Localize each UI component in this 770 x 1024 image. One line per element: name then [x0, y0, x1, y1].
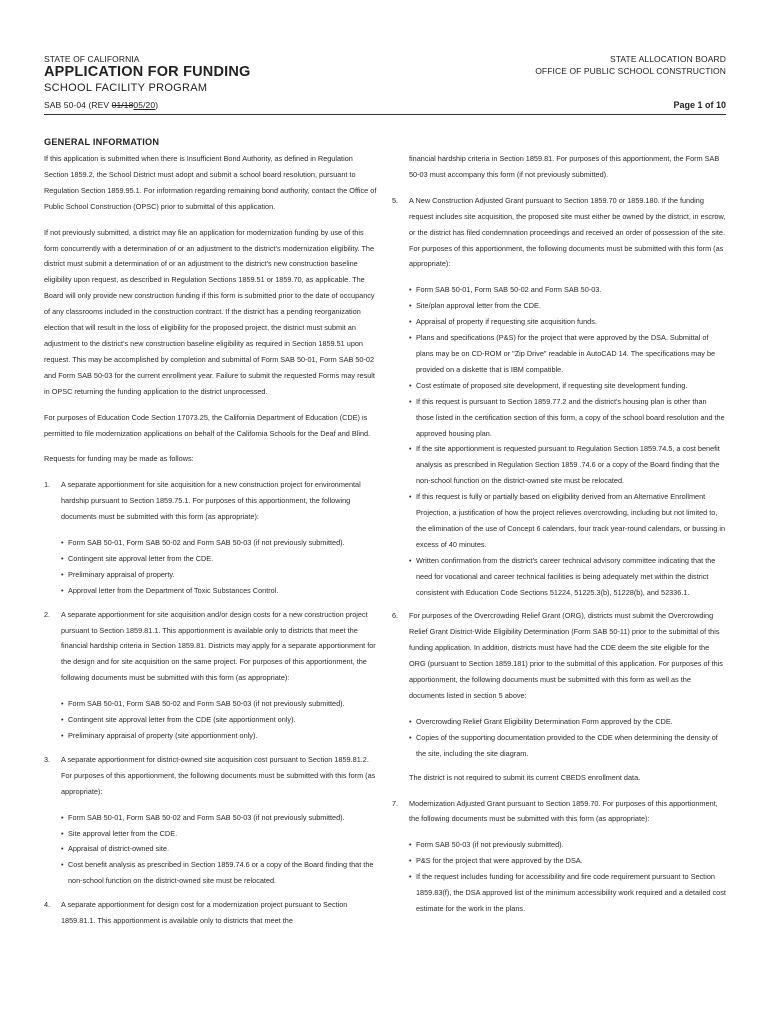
list-item-4 [44, 897, 378, 929]
bullet-item: • Form SAB 50-01, Form SAB 50-02 and Form SAB 50-03 (if not previously submitted). [61, 696, 378, 712]
bullet-item: • If this request is pursuant to Section 1859.77.2 and the district's housing plan is other than those listed in the certification section of this form, a copy of the school board resolution and the approved housing plan. [409, 394, 726, 442]
item-number: 1. [44, 480, 51, 490]
bullet-icon: • [61, 715, 64, 725]
bullet-item: • Form SAB 50-01, Form SAB 50-02 and Form SAB 50-03. [409, 282, 726, 298]
bullet-icon: • [409, 380, 412, 390]
bullet-icon: • [61, 844, 64, 854]
bullet-list [409, 714, 726, 762]
bullet-item: • Cost estimate of proposed site development, if requesting site development funding. [409, 378, 726, 394]
bullet-icon: • [409, 716, 412, 726]
form-number-suffix: ) [155, 100, 159, 110]
paragraph-requests: Requests for funding may be made as follows: [44, 454, 194, 464]
bullet-item: • P&S for the project that were approved by the DSA. [409, 853, 726, 869]
bullet-item: • Copies of the supporting documentation provided to the CDE when determining the density of the site, including the site diagram. [409, 730, 726, 762]
list-item-3 [44, 752, 378, 889]
paragraph-bond-authority: If this application is submitted when there is Insufficient Bond Authority, as defined in Regulation Section 1859.2, the School District must adopt and submit a school board resolution, pursuant to Regulation Section 1859.95.1. For information regarding remaining bond authority, contact the Office of Public School Construction (OPSC) prior to submittal of this application. [44, 154, 377, 211]
item-text: A separate apportionment for site acquisition for a new construction project for environmental hardship pursuant to Section 1859.75.1. For purposes of this apportionment, the following documents must be submitted with this form (as appropriate): [61, 480, 361, 522]
bullet-icon: • [61, 569, 64, 579]
bullet-item: • If this request is fully or partially based on eligibility derived from an Alternative Enrollment Projection, a justification of how the project relieves overcrowding, including but not limited to, the elimination of the use of Concept 6 calendars, four track year-round calendars, or bussing in excess of 40 minutes. [409, 489, 726, 553]
bullet-item: • Contingent site approval letter from the CDE (site apportionment only). [61, 712, 378, 728]
item-note: The district is not required to submit its current CBEDS enrollment data. [409, 772, 641, 782]
bullet-item: • Written confirmation from the district's career technical advisory committee indicating that the need for vocational and career technical facilities is being adequately met within the district consistent with Education Code Sections 51224, 51225.3(b), 51228(b), and 52336.1. [409, 553, 726, 601]
bullet-item: • Site/plan approval letter from the CDE. [409, 298, 726, 314]
list-item-4-continued [392, 151, 726, 183]
bullet-icon: • [409, 396, 412, 406]
section-heading: GENERAL INFORMATION [44, 137, 160, 147]
item-text: Modernization Adjusted Grant pursuant to Section 1859.70. For purposes of this apportionment, the following documents must be submitted with this form (as appropriate): [409, 798, 718, 824]
bullet-list [409, 282, 726, 600]
item-text: financial hardship criteria in Section 1859.81. For purposes of this apportionment, the Form SAB 50-03 must accompany this form (if not previously submitted). [409, 154, 720, 179]
bullet-item: • Approval letter from the Department of Toxic Substances Control. [61, 583, 378, 599]
left-column [44, 151, 378, 929]
item-text: A separate apportionment for district-owned site acquisition cost pursuant to Section 1859.81.2. For purposes of this apportionment, the following documents must be submitted with this form (as appropriate): [61, 754, 376, 796]
bullet-item: • Form SAB 50-03 (if not previously submitted). [409, 837, 726, 853]
revision-old: 01/18 [111, 100, 134, 110]
bullet-icon: • [409, 840, 412, 850]
form-number-prefix: SAB 50-04 (REV [44, 100, 112, 110]
board-name: STATE ALLOCATION BOARD [609, 54, 726, 64]
bullet-icon: • [409, 301, 412, 311]
item-text: A separate apportionment for site acquisition and/or design costs for a new construction project pursuant to Section 1859.81.1. This apportionment is available only to districts that meet the financial hardship criteria in Section 1859.81. Districts may apply for a separate apportionment for the design and for site acquisition on the same project. For purposes of this apportionment, the following documents must be submitted with this form (as appropriate): [61, 609, 376, 683]
item-text: A separate apportionment for design cost for a modernization project pursuant to Section 1859.81.1. This apportionment is available only to districts that meet the [61, 900, 348, 926]
bullet-item: • Form SAB 50-01, Form SAB 50-02 and Form SAB 50-03 (if not previously submitted). [61, 535, 378, 551]
bullet-item: • Contingent site approval letter from the CDE. [61, 551, 378, 567]
bullet-item: • Appraisal of property if requesting site acquisition funds. [409, 314, 726, 330]
bullet-icon: • [409, 555, 412, 565]
item-number: 5. [392, 195, 399, 205]
form-title: APPLICATION FOR FUNDING [44, 64, 251, 80]
bullet-icon: • [61, 553, 64, 563]
bullet-icon: • [409, 732, 412, 742]
bullet-icon: • [61, 585, 64, 595]
bullet-icon: • [61, 860, 64, 870]
list-item-2 [44, 607, 378, 744]
list-item-6 [392, 608, 726, 785]
bullet-list [409, 837, 726, 917]
bullet-icon: • [61, 828, 64, 838]
bullet-item: • Appraisal of district-owned site. [61, 841, 378, 857]
item-text: A New Construction Adjusted Grant pursuant to Section 1859.70 or 1859.180. If the funding request includes site acquisition, the proposed site must either be owned by the district, in escrow, or the district has filed condemnation proceedings and received an order of possession of the site. For purposes of this apportionment, the following documents must be submitted with this form (as appropriate): [409, 195, 726, 269]
state-label: STATE OF CALIFORNIA [44, 54, 140, 64]
item-number: 3. [44, 754, 51, 764]
paragraph-modernization: If not previously submitted, a district may file an application for modernization funding by use of this form concurrently with a determination of or an adjustment to the district's modernization eligibility. The district must submit a determination of or an adjustment to the district's new construction baseline eligibility upon request, as described in Regulation Sections 1859.51 or 1859.70, as applicable. The Board will only provide new construction funding if this form is submitted prior to the date of occupancy of any classrooms included in the construction contract. If the district has a pending reorganization election that will result in the loss of eligibility for the proposed project, the district must submit an adjustment to the district's new construction baseline eligibility as required in Section 1859.51 upon request. This may be accomplished by completion and submittal of Form SAB 50-01, Form SAB 50-02 and Form SAB 50-03 for the current enrollment year. Failure to submit the requested Forms may result in OPSC returning the funding application to the district unprocessed. [44, 227, 375, 396]
bullet-icon: • [61, 538, 64, 548]
list-item-1 [44, 477, 378, 598]
bullet-item: • If the site apportionment is requested pursuant to Regulation Section 1859.74.5, a cost benefit analysis as prescribed in Regulation Section 1859 .74.6 or a copy of the Board finding that the non-school function on the district-owned site must be relocated. [409, 441, 726, 489]
program-name: SCHOOL FACILITY PROGRAM [44, 82, 208, 94]
bullet-icon: • [409, 317, 412, 327]
bullet-icon: • [409, 285, 412, 295]
item-number: 6. [392, 611, 399, 621]
paragraph-cde: For purposes of Education Code Section 17073.25, the California Department of Education (CDE) is permitted to file modernization applications on behalf of the California Schools for the Deaf and Blind. [44, 412, 371, 438]
bullet-item: • Preliminary appraisal of property (site apportionment only). [61, 728, 378, 744]
bullet-item: • Site approval letter from the CDE. [61, 826, 378, 842]
office-name: OFFICE OF PUBLIC SCHOOL CONSTRUCTION [535, 66, 726, 76]
item-number: 7. [392, 798, 399, 808]
bullet-icon: • [61, 731, 64, 740]
list-item-7 [392, 796, 726, 917]
bullet-list [61, 810, 378, 890]
bullet-list [61, 535, 378, 599]
bullet-icon: • [409, 492, 412, 502]
revision-new: 05/20 [133, 100, 156, 110]
bullet-item: • Form SAB 50-01, Form SAB 50-02 and Form SAB 50-03 (if not previously submitted). [61, 810, 378, 826]
bullet-item: • If the request includes funding for accessibility and fire code requirement pursuant to Section 1859.83(f), the DSA approved list of the minimum accessibility work required and a detailed cost estimate for the work in the plans. [409, 869, 726, 917]
header-divider [44, 114, 726, 115]
bullet-icon: • [409, 872, 412, 882]
item-text: For purposes of the Overcrowding Relief Grant (ORG), districts must submit the Overcrowding Relief Grant District-Wide Eligibility Determination (Form SAB 50-11) prior to the submittal of this funding application. In addition, districts must have had the CDE deem the site eligible for the ORG (pursuant to Section 1859.181) prior to the submittal of this application. For purposes of this apportionment, the following documents must be submitted with this form as well as the documents listed in section 5 above: [409, 611, 723, 700]
item-number: 2. [44, 609, 51, 619]
bullet-icon: • [409, 856, 412, 866]
page-number: Page 1 of 10 [673, 100, 726, 110]
bullet-item: • Plans and specifications (P&S) for the project that were approved by the DSA. Submittal of plans may be on CD-ROM or "Zip Drive" readable in AutoCAD 14. The specifications may be provided on a diskette that is IBM compatible. [409, 330, 726, 378]
bullet-icon: • [409, 444, 412, 454]
item-number: 4. [44, 900, 51, 910]
bullet-icon: • [409, 333, 412, 343]
bullet-icon: • [61, 699, 64, 709]
bullet-list [61, 696, 378, 744]
bullet-icon: • [61, 812, 64, 822]
bullet-item: • Cost benefit analysis as prescribed in Section 1859.74.6 or a copy of the Board finding that the non-school function on the district-owned site must be relocated. [61, 857, 378, 889]
bullet-item: • Preliminary appraisal of property. [61, 567, 378, 583]
form-number [44, 100, 158, 110]
bullet-item: • Overcrowding Relief Grant Eligibility Determination Form approved by the CDE. [409, 714, 726, 730]
list-item-5 [392, 193, 726, 601]
right-column [392, 151, 726, 925]
